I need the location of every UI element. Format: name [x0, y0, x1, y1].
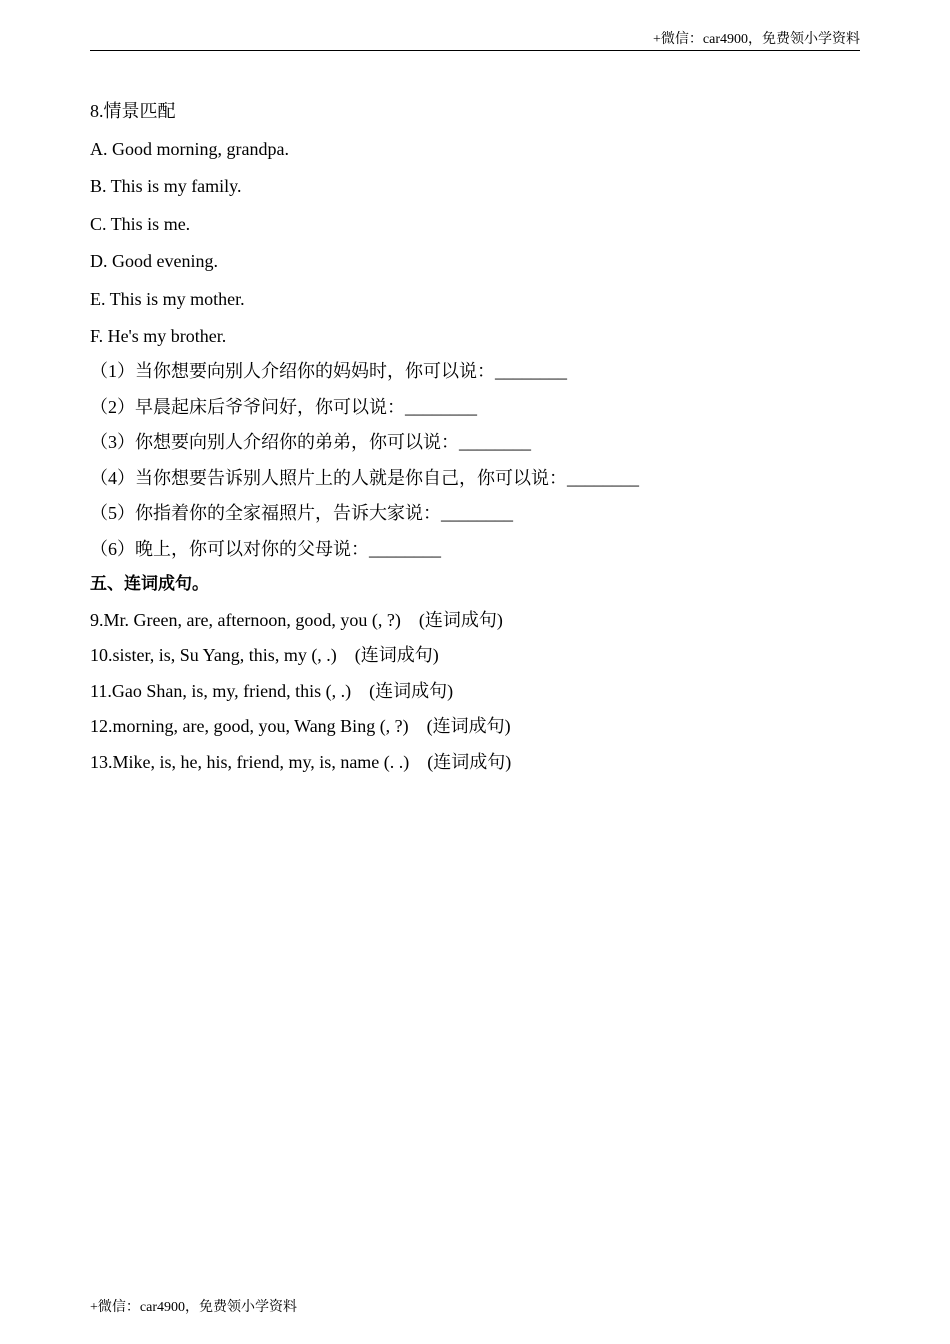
- page-header: [90, 30, 860, 51]
- header-text: +微信：car4900，免费领小学资料: [653, 32, 860, 47]
- question-4: （4）当你想要告诉别人照片上的人就是你自己，你可以说：________: [90, 467, 639, 488]
- section5-heading: 五、连词成句。: [90, 574, 209, 594]
- option-c: C. This is me.: [90, 213, 191, 234]
- question-1: （1）当你想要向别人介绍你的妈妈时，你可以说：________: [90, 361, 567, 381]
- question-6: （6）晚上，你可以对你的父母说：________: [90, 538, 441, 559]
- sentence-item-13: 13.Mike, is, he, his, friend, my, is, name (. .) (连词成句): [90, 751, 512, 772]
- question-5: （5）你指着你的全家福照片，告诉大家说：________: [90, 503, 513, 523]
- question-2: （2）早晨起床后爷爷问好，你可以说：________: [90, 396, 477, 417]
- page-content: [90, 98, 860, 784]
- option-f: F. He's my brother.: [90, 326, 227, 346]
- section8-title: 8.情景匹配: [90, 101, 176, 121]
- option-e: E. This is my mother.: [90, 288, 245, 309]
- sentence-item-12: 12.morning, are, good, you, Wang Bing (, ?) (连词成句): [90, 716, 511, 736]
- option-a: A. Good morning, grandpa.: [90, 138, 289, 159]
- question-3: （3）你想要向别人介绍你的弟弟，你可以说：________: [90, 432, 531, 452]
- option-b: B. This is my family.: [90, 176, 242, 196]
- sentence-item-10: 10.sister, is, Su Yang, this, my (, .) (连词成句): [90, 645, 439, 665]
- page-footer: +微信：car4900，免费领小学资料: [90, 1300, 297, 1315]
- sentence-item-11: 11.Gao Shan, is, my, friend, this (, .) (连词成句): [90, 680, 454, 701]
- option-d: D. Good evening.: [90, 251, 218, 271]
- sentence-item-9: 9.Mr. Green, are, afternoon, good, you (, ?) (连词成句): [90, 609, 503, 630]
